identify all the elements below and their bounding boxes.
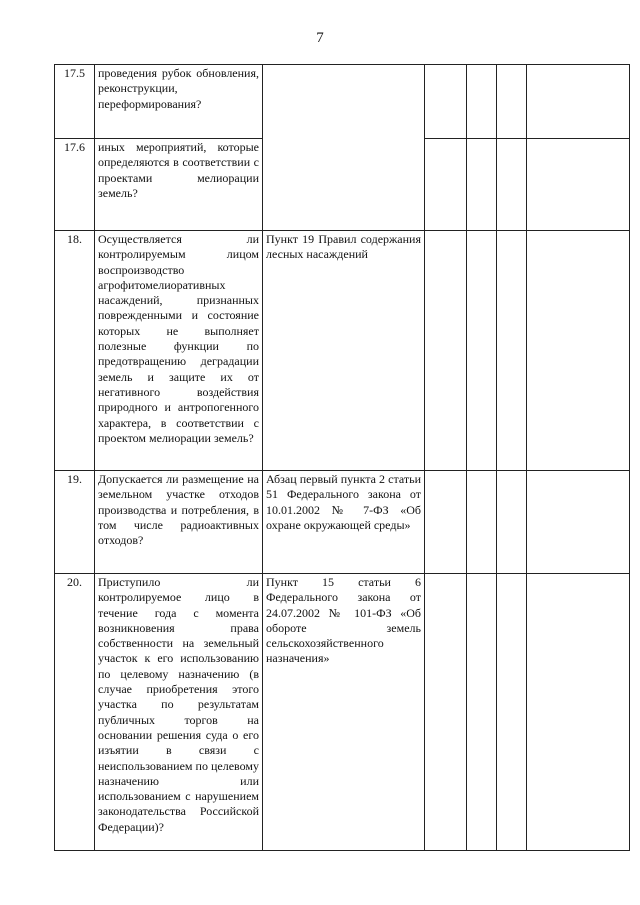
reference-cell: Пункт 19 Правил содержания лесных насаждений	[263, 231, 425, 471]
answer-yes-cell	[425, 574, 467, 851]
row-number: 20.	[55, 574, 95, 851]
answer-yes-cell	[425, 471, 467, 574]
question-cell: Допускается ли размещение на земельном участке отходов производства и потребления, в том числе радиоактивных отходов?	[95, 471, 263, 574]
question-cell: проведения рубок обновления, реконструкции, переформирования?	[95, 65, 263, 139]
comment-cell	[527, 65, 630, 139]
question-cell: Осуществляется ли контролируемым лицом воспроизводство агрофитомелиоративных насаждений, признанных поврежденными и состояние которых не выполняет полезные функции по предотвращению деградации земель и защите их от негативного воздействия природного и антропогенного характера, в соответствии с проектом мелиорации земель?	[95, 231, 263, 471]
answer-na-cell	[497, 471, 527, 574]
checklist-table	[54, 64, 630, 851]
answer-na-cell	[497, 65, 527, 139]
answer-na-cell	[497, 574, 527, 851]
answer-na-cell	[497, 231, 527, 471]
comment-cell	[527, 139, 630, 231]
row-number: 17.5	[55, 65, 95, 139]
reference-cell: Пункт 15 статьи 6 Федерального закона от 24.07.2002 № 101-ФЗ «Об обороте земель сельскохозяйственного назначения»	[263, 574, 425, 851]
answer-no-cell	[467, 231, 497, 471]
row-number: 19.	[55, 471, 95, 574]
answer-yes-cell	[425, 139, 467, 231]
table-row	[55, 574, 630, 851]
row-number: 17.6	[55, 139, 95, 231]
answer-no-cell	[467, 471, 497, 574]
answer-yes-cell	[425, 65, 467, 139]
comment-cell	[527, 471, 630, 574]
comment-cell	[527, 231, 630, 471]
answer-no-cell	[467, 65, 497, 139]
question-cell: иных мероприятий, которые определяются в соответствии с проектами мелиорации земель?	[95, 139, 263, 231]
answer-na-cell	[497, 139, 527, 231]
reference-cell: Абзац первый пункта 2 статьи 51 Федерального закона от 10.01.2002 № 7-ФЗ «Об охране окружающей среды»	[263, 471, 425, 574]
row-number: 18.	[55, 231, 95, 471]
answer-no-cell	[467, 139, 497, 231]
answer-no-cell	[467, 574, 497, 851]
comment-cell	[527, 574, 630, 851]
reference-cell	[263, 65, 425, 231]
page-number: 7	[316, 30, 324, 46]
table-row	[55, 65, 630, 139]
table-row	[55, 471, 630, 574]
question-cell: Приступило ли контролируемое лицо в течение года с момента возникновения права собственности на земельный участок к его использованию по целевому назначению (в случае приобретения этого участка по результатам публичных торгов на основании решения суда о его изъятии в связи с неиспользованием по целевому назначению или использованием с нарушением законодательства Российской Федерации)?	[95, 574, 263, 851]
table-row	[55, 231, 630, 471]
answer-yes-cell	[425, 231, 467, 471]
